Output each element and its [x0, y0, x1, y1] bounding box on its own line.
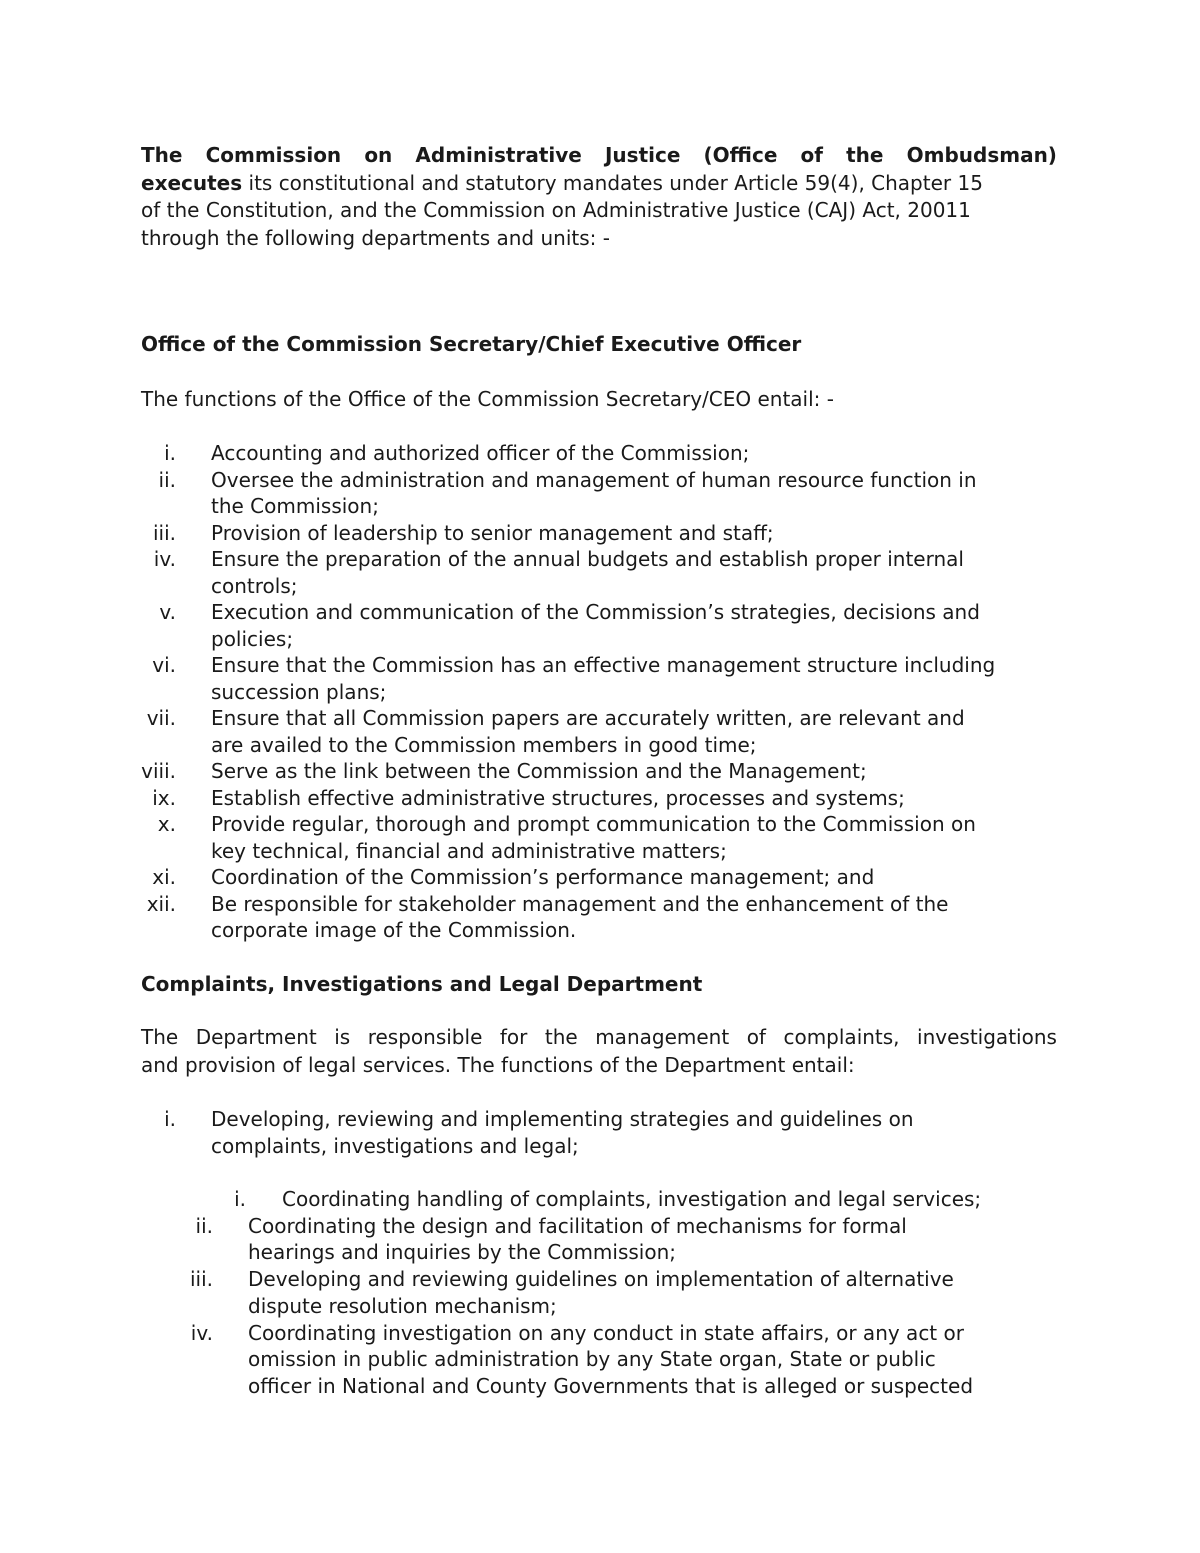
sub-list-item-text: hearings and inquiries by the Commission;	[248, 1240, 677, 1265]
intro-word: Administrative	[415, 143, 582, 167]
intro-line-4: through the following departments and units: -	[141, 226, 610, 250]
list-item-number: vi.	[152, 653, 176, 677]
lead-word: The	[141, 1025, 179, 1049]
list-item-number: viii.	[141, 759, 176, 783]
intro-word: on	[364, 143, 393, 167]
lead-word: complaints,	[783, 1025, 900, 1049]
sub-list-item-number: iv.	[190, 1320, 213, 1345]
list-item-text: are availed to the Commission members in good time;	[211, 732, 757, 757]
section-heading-complaints: Complaints, Investigations and Legal Department	[141, 972, 703, 996]
list-item-text: Provide regular, thorough and prompt communication to the Commission on	[211, 812, 976, 836]
lead-word: is	[334, 1025, 351, 1049]
lead-word: responsible	[367, 1025, 483, 1049]
list-item-number: ix.	[152, 785, 176, 810]
section-heading-office-secretary: Office of the Commission Secretary/Chief Executive Officer	[141, 332, 802, 356]
list-item-text: Oversee the administration and management of human resource function in	[211, 467, 977, 492]
list-item-number: xii.	[146, 891, 176, 916]
list-item-text: Be responsible for stakeholder management and the enhancement of the	[211, 891, 949, 916]
lead-word: for	[499, 1025, 528, 1049]
intro-line-3: of the Constitution, and the Commission on Administrative Justice (CAJ) Act, 20011	[141, 198, 971, 222]
section2-lead-line-1	[141, 1024, 1057, 1051]
lead-word: management	[595, 1025, 730, 1049]
list-item-number: iii.	[152, 520, 176, 545]
sub-list-item-text: Coordinating the design and facilitation of mechanisms for formal	[248, 1213, 907, 1238]
intro-word: Ombudsman)	[906, 143, 1057, 167]
list-item-text: Execution and communication of the Commission’s strategies, decisions and	[211, 600, 980, 624]
intro-line-2	[141, 170, 983, 197]
list-item-text: Ensure that the Commission has an effective management structure including	[211, 653, 996, 677]
sub-list-item-number: iii.	[189, 1267, 213, 1292]
list-item-number: xi.	[152, 865, 176, 889]
list-item-number: vii.	[146, 706, 176, 730]
intro-word: (Office	[703, 143, 778, 167]
list-item-text: Developing, reviewing and implementing strategies and guidelines on	[211, 1107, 914, 1131]
sub-list-item-text: omission in public administration by any State organ, State or public	[248, 1347, 936, 1372]
list-item-text: controls;	[211, 573, 298, 598]
intro-line-2-rest: its constitutional and statutory mandates under Article 59(4), Chapter 15	[242, 171, 983, 195]
lead-word: of	[746, 1025, 766, 1049]
list-item-number: i.	[164, 441, 176, 465]
lead-word: the	[544, 1025, 578, 1049]
intro-word: Commission	[205, 143, 342, 167]
list-item-text: Provision of leadership to senior management and staff;	[211, 520, 774, 545]
list-item-text: the Commission;	[211, 494, 379, 518]
list-item-text: complaints, investigations and legal;	[211, 1133, 579, 1158]
list-item-text: policies;	[211, 626, 294, 651]
sub-list-item-text: dispute resolution mechanism;	[248, 1293, 557, 1318]
sub-list-item-text: Coordinating investigation on any conduct in state affairs, or any act or	[248, 1320, 964, 1345]
sub-list-item-text: Coordinating handling of complaints, investigation and legal services;	[282, 1187, 982, 1211]
list-item-text: Ensure the preparation of the annual budgets and establish proper internal	[211, 547, 964, 571]
list-item-number: v.	[159, 600, 176, 624]
lead-word: Department	[195, 1025, 317, 1049]
sub-list-item-number: ii.	[195, 1213, 213, 1238]
section2-lead-line-2: and provision of legal services. The functions of the Department entail:	[141, 1053, 855, 1077]
list-item-text: Establish effective administrative structures, processes and systems;	[211, 785, 905, 810]
list-item-number: x.	[157, 812, 176, 836]
list-item-text: corporate image of the Commission.	[211, 918, 577, 942]
list-item-text: Accounting and authorized officer of the Commission;	[211, 441, 750, 465]
list-item-text: succession plans;	[211, 679, 387, 704]
intro-bold-verb: executes	[141, 171, 243, 195]
list-item-text: Coordination of the Commission’s performance management; and	[211, 865, 875, 889]
intro-word: The	[141, 143, 183, 167]
sub-list-item-number: i.	[234, 1187, 246, 1211]
sub-list-item-text: Developing and reviewing guidelines on implementation of alternative	[248, 1267, 954, 1292]
list-item-number: iv.	[153, 547, 176, 571]
sub-list-item-text: officer in National and County Governments that is alleged or suspected	[248, 1373, 974, 1398]
list-item-text: Serve as the link between the Commission and the Management;	[211, 759, 867, 783]
intro-word: Justice	[604, 143, 681, 167]
list-item-text: Ensure that all Commission papers are accurately written, are relevant and	[211, 706, 965, 730]
intro-word: of	[800, 143, 823, 167]
list-item-number: i.	[164, 1107, 176, 1131]
list-item-number: ii.	[158, 467, 176, 492]
intro-line-1	[141, 142, 1057, 169]
section1-lead: The functions of the Office of the Commission Secretary/CEO entail: -	[141, 387, 834, 411]
intro-word: the	[846, 143, 884, 167]
lead-word: investigations	[917, 1025, 1057, 1049]
list-item-text: key technical, financial and administrative matters;	[211, 838, 727, 863]
